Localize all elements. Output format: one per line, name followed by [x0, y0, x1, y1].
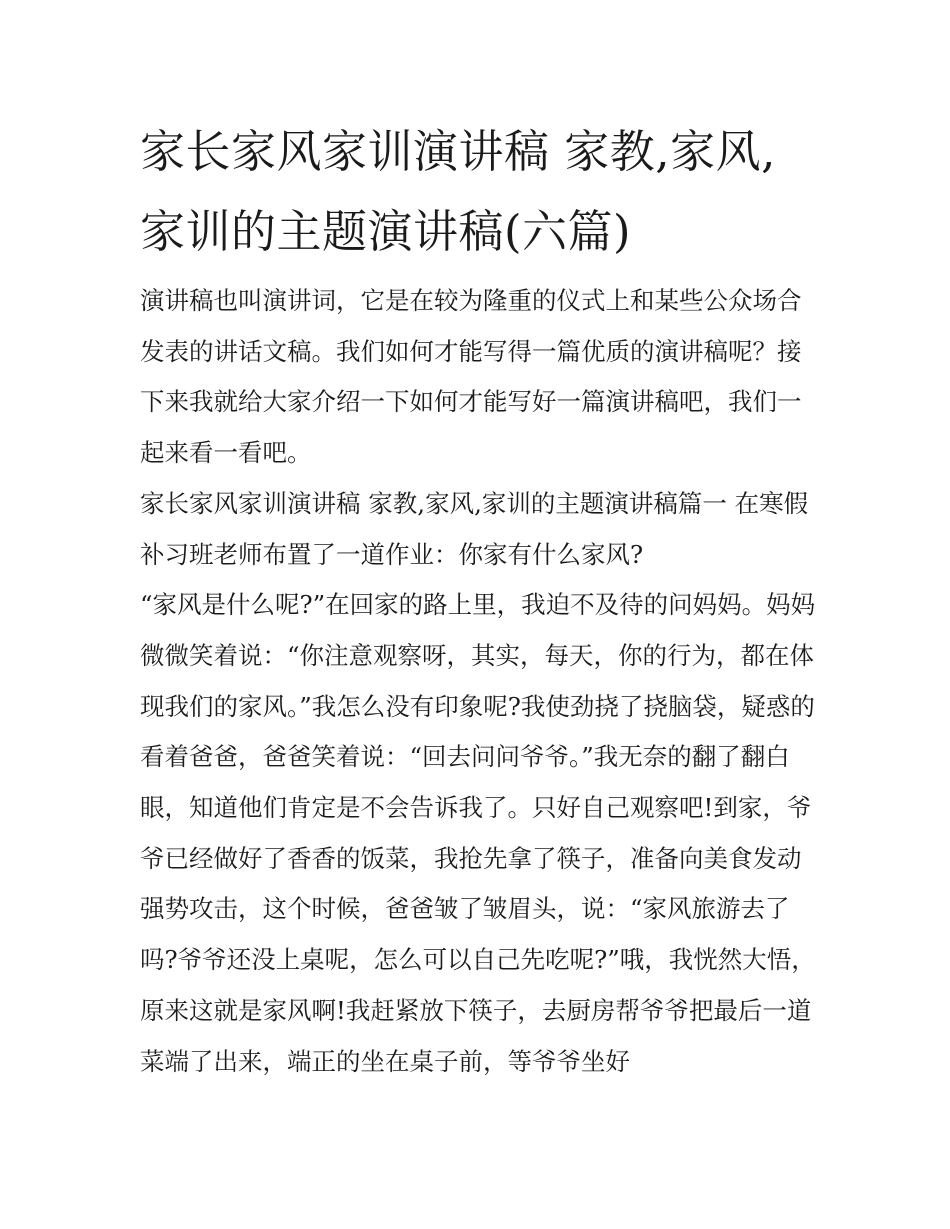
- document-body: [140, 276, 820, 1087]
- document-title: 家长家风家训演讲稿 家教,家风,家训的主题演讲稿(六篇): [140, 125, 776, 258]
- paragraph-section-one-heading: 家长家风家训演讲稿 家教,家风,家训的主题演讲稿篇一 在寒假补习班老师布置了一道作业：你家有什么家风?: [140, 488, 809, 569]
- paragraph-intro: 演讲稿也叫演讲词，它是在较为隆重的仪式上和某些公众场合发表的讲话文稿。我们如何才能写得一篇优质的演讲稿呢？接下来我就给大家介绍一下如何才能写好一篇演讲稿吧，我们一起来看一看吧。: [140, 286, 802, 468]
- paragraph-story: “家风是什么呢?”在回家的路上里，我迫不及待的问妈妈。妈妈微微笑着说：“你注意观察呀，其实，每天，你的行为，都在体现我们的家风。”我怎么没有印象呢?我使劲挠了挠脑袋，疑惑的看着爸爸，爸爸笑着说：“回去问问爷爷。”我无奈的翻了翻白眼，知道他们肯定是不会告诉我了。只好自己观察吧!到家，爷爷已经做好了香香的饭菜，我抢先拿了筷子，准备向美食发动强势攻击，这个时候，爸爸皱了皱眉头，说：“家风旅游去了吗?爷爷还没上桌呢，怎么可以自己先吃呢?”哦，我恍然大悟，原来这就是家风啊!我赶紧放下筷子，去厨房帮爷爷把最后一道菜端了出来，端正的坐在桌子前，等爷爷坐好: [140, 590, 816, 1076]
